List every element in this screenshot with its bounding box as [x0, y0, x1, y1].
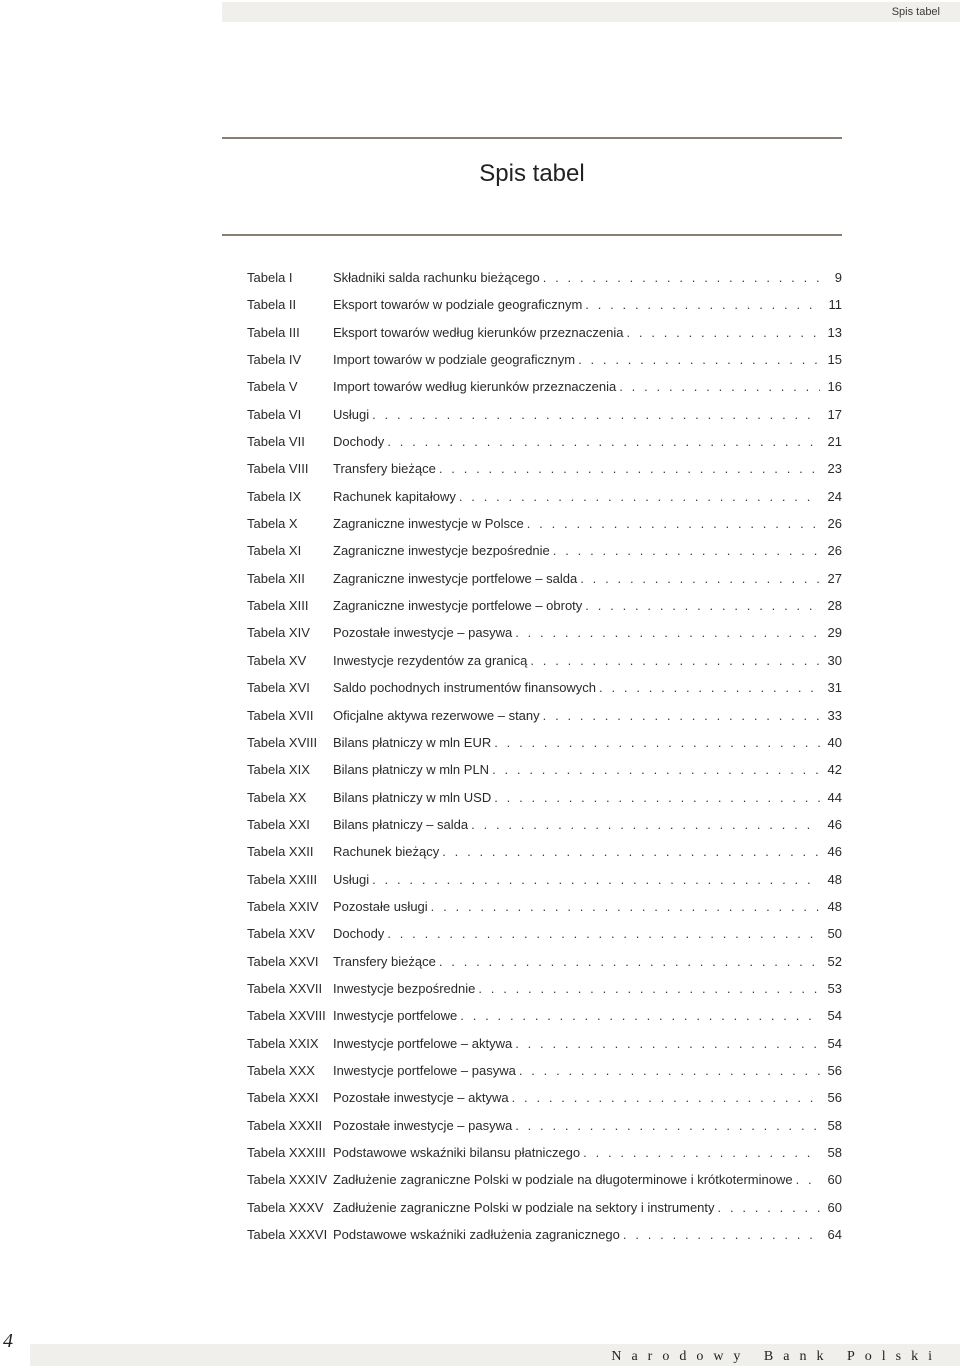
- toc-entry-title-wrap: [333, 270, 820, 286]
- toc-entry-title-wrap: [333, 407, 820, 423]
- toc-entry[interactable]: [247, 543, 842, 570]
- toc-dot-leader: [599, 680, 820, 696]
- toc-entry-title-wrap: [333, 1145, 820, 1161]
- toc-entry-title: Rachunek bieżący: [333, 844, 440, 860]
- toc-entry-title-wrap: [333, 1090, 820, 1106]
- toc-entry-title-wrap: [333, 434, 820, 450]
- toc-dot-leader: [431, 899, 820, 915]
- toc-dot-leader: [585, 297, 820, 313]
- toc-entry-page: 31: [827, 680, 842, 696]
- title-rule-bottom: [222, 234, 842, 236]
- toc-entry-title: Podstawowe wskaźniki zadłużenia zagranicznego: [333, 1227, 620, 1243]
- toc-entry-label: Tabela V: [247, 379, 298, 395]
- toc-entry-page: 26: [827, 543, 842, 559]
- toc-entry[interactable]: [247, 680, 842, 707]
- toc-entry-page: 16: [827, 379, 842, 395]
- toc-entry[interactable]: [247, 653, 842, 680]
- toc-entry-page: 15: [827, 352, 842, 368]
- toc-entry-page: 28: [827, 598, 842, 614]
- toc-dot-leader: [442, 844, 820, 860]
- toc-entry-title: Bilans płatniczy w mln EUR: [333, 734, 492, 750]
- toc-dot-leader: [494, 790, 820, 806]
- toc-entry-label: Tabela XXIII: [247, 871, 318, 887]
- toc-entry[interactable]: [247, 1090, 842, 1117]
- toc-entry-title-wrap: [333, 844, 820, 860]
- toc-entry-title-wrap: [333, 708, 820, 724]
- toc-dot-leader: [585, 598, 820, 614]
- toc-entry[interactable]: [247, 1145, 842, 1172]
- toc-entry-label: Tabela XXVIII: [247, 1008, 326, 1024]
- toc-entry-page: 21: [827, 434, 842, 450]
- toc-entry[interactable]: [247, 708, 842, 735]
- toc-entry[interactable]: [247, 352, 842, 379]
- header-bar: [222, 2, 960, 22]
- toc-entry-label: Tabela VIII: [247, 461, 309, 477]
- toc-entry-title-wrap: [333, 1008, 820, 1024]
- toc-entry-title: Inwestycje portfelowe: [333, 1008, 458, 1024]
- toc-entry-label: Tabela XVIII: [247, 734, 318, 750]
- table-of-contents: [247, 270, 842, 1254]
- toc-entry-title-wrap: [333, 1036, 820, 1052]
- toc-entry-label: Tabela VI: [247, 406, 302, 422]
- toc-entry-page: 17: [827, 406, 842, 422]
- toc-entry-title-wrap: [333, 1063, 820, 1079]
- toc-entry-page: 58: [827, 1117, 842, 1133]
- toc-dot-leader: [478, 981, 820, 997]
- toc-entry-title-wrap: [333, 735, 820, 751]
- toc-entry-title: Rachunek kapitałowy: [333, 488, 456, 504]
- toc-entry-label: Tabela XXXIV: [247, 1172, 328, 1188]
- toc-entry-page: 23: [827, 461, 842, 477]
- toc-entry-label: Tabela XXIV: [247, 898, 319, 914]
- toc-entry-title: Dochody: [333, 926, 385, 942]
- toc-entry-title-wrap: [333, 625, 820, 641]
- toc-entry-label: Tabela XIV: [247, 625, 310, 641]
- toc-entry[interactable]: [247, 625, 842, 652]
- toc-entry[interactable]: [247, 1063, 842, 1090]
- toc-entry-label: Tabela XXXII: [247, 1117, 323, 1133]
- toc-entry-page: 56: [827, 1090, 842, 1106]
- toc-entry[interactable]: [247, 489, 842, 516]
- toc-entry-label: Tabela X: [247, 516, 298, 532]
- toc-entry-title: Pozostałe usługi: [333, 898, 428, 914]
- toc-entry-title: Podstawowe wskaźniki bilansu płatniczego: [333, 1145, 581, 1160]
- toc-entry-title: Eksport towarów według kierunków przeznaczenia: [333, 324, 624, 340]
- toc-entry-label: Tabela XII: [247, 570, 305, 586]
- toc-entry-title: Pozostałe inwestycje – pasywa: [333, 1117, 513, 1133]
- toc-dot-leader: [492, 762, 820, 778]
- toc-entry[interactable]: [247, 516, 842, 543]
- toc-entry-title-wrap: [333, 926, 820, 942]
- toc-entry-page: 56: [827, 1062, 842, 1078]
- toc-entry[interactable]: [247, 926, 842, 953]
- toc-entry-page: 27: [827, 570, 842, 586]
- toc-dot-leader: [519, 1063, 820, 1079]
- toc-entry-title-wrap: [333, 297, 820, 313]
- toc-dot-leader: [459, 489, 820, 505]
- toc-dot-leader: [527, 516, 820, 532]
- toc-entry[interactable]: [247, 899, 842, 926]
- toc-entry-page: 40: [827, 734, 842, 750]
- toc-entry-title-wrap: [333, 954, 820, 970]
- toc-entry-title: Zagraniczne inwestycje portfelowe – salda: [333, 570, 578, 586]
- toc-entry-label: Tabela XIII: [247, 598, 309, 614]
- toc-entry-label: Tabela XVII: [247, 707, 314, 723]
- toc-entry-label: Tabela IX: [247, 488, 302, 504]
- toc-entry-title: Transfery bieżące: [333, 461, 436, 477]
- toc-entry-label: Tabela XXX: [247, 1062, 315, 1078]
- toc-entry-title-wrap: [333, 1200, 820, 1216]
- toc-entry-label: Tabela XI: [247, 543, 302, 559]
- running-header: Spis tabel: [891, 6, 940, 18]
- toc-entry-label: Tabela XIX: [247, 762, 310, 778]
- toc-entry-title-wrap: [333, 1227, 820, 1243]
- toc-entry-title-wrap: [333, 461, 820, 477]
- toc-entry-label: Tabela XXI: [247, 816, 310, 832]
- toc-entry-label: Tabela XV: [247, 652, 307, 668]
- toc-entry-page: 48: [827, 898, 842, 914]
- toc-entry[interactable]: [247, 981, 842, 1008]
- toc-entry-page: 48: [827, 871, 842, 887]
- toc-entry-page: 46: [827, 816, 842, 832]
- toc-entry[interactable]: [247, 1172, 842, 1199]
- toc-dot-leader: [515, 1118, 820, 1134]
- toc-entry-title-wrap: [333, 653, 820, 669]
- toc-entry-label: Tabela VII: [247, 434, 305, 450]
- toc-entry[interactable]: [247, 817, 842, 844]
- toc-entry-title-wrap: [333, 1118, 820, 1134]
- toc-entry-label: Tabela XXVI: [247, 953, 319, 969]
- toc-entry-page: 52: [827, 953, 842, 969]
- toc-entry-page: 9: [834, 270, 842, 285]
- toc-entry-title: Dochody: [333, 434, 385, 450]
- toc-entry-title: Zagraniczne inwestycje bezpośrednie: [333, 543, 550, 559]
- toc-dot-leader: [718, 1200, 820, 1216]
- toc-entry-title: Bilans płatniczy – salda: [333, 816, 469, 832]
- toc-entry[interactable]: [247, 954, 842, 981]
- page-title: Spis tabel: [479, 160, 585, 187]
- toc-entry[interactable]: [247, 1118, 842, 1145]
- toc-entry-label: Tabela IV: [247, 352, 302, 368]
- toc-entry[interactable]: [247, 598, 842, 625]
- toc-entry-title: Bilans płatniczy w mln USD: [333, 789, 492, 805]
- publisher-name: Narodowy Bank Polski: [611, 1349, 942, 1364]
- toc-entry-title: Inwestycje portfelowe – pasywa: [333, 1062, 516, 1078]
- toc-entry[interactable]: [247, 844, 842, 871]
- toc-entry-label: Tabela III: [247, 324, 300, 340]
- toc-entry-page: 26: [827, 516, 842, 532]
- toc-dot-leader: [515, 1036, 820, 1052]
- toc-entry[interactable]: [247, 270, 842, 297]
- toc-entry-title-wrap: [333, 325, 820, 341]
- toc-entry[interactable]: [247, 325, 842, 352]
- toc-entry-label: Tabela I: [247, 270, 293, 285]
- toc-entry-page: 11: [828, 297, 842, 313]
- toc-entry-title-wrap: [333, 762, 820, 778]
- toc-entry-label: Tabela XXVII: [247, 980, 323, 996]
- toc-dot-leader: [583, 1145, 820, 1161]
- toc-entry-title-wrap: [333, 790, 820, 806]
- toc-entry-label: Tabela XXXIII: [247, 1145, 326, 1160]
- page-number: 4: [3, 1330, 13, 1352]
- toc-dot-leader: [796, 1172, 820, 1188]
- toc-entry-page: 13: [827, 324, 842, 340]
- toc-entry-title-wrap: [333, 872, 820, 888]
- toc-dot-leader: [372, 407, 820, 423]
- toc-entry-title: Zagraniczne inwestycje w Polsce: [333, 516, 524, 532]
- toc-entry[interactable]: [247, 762, 842, 789]
- toc-entry-title-wrap: [333, 899, 820, 915]
- toc-dot-leader: [619, 379, 820, 395]
- toc-entry-title: Import towarów w podziale geograficznym: [333, 352, 576, 368]
- toc-entry-label: Tabela XXV: [247, 926, 315, 942]
- toc-entry-title-wrap: [333, 1172, 820, 1188]
- toc-entry-page: 64: [827, 1227, 842, 1243]
- toc-entry-title-wrap: [333, 680, 820, 696]
- title-rule-top: [222, 137, 842, 139]
- toc-entry[interactable]: [247, 407, 842, 434]
- toc-entry[interactable]: [247, 434, 842, 461]
- toc-entry-title-wrap: [333, 571, 820, 587]
- toc-entry[interactable]: [247, 571, 842, 598]
- toc-entry-page: 29: [827, 625, 842, 641]
- toc-entry[interactable]: [247, 1036, 842, 1063]
- toc-dot-leader: [439, 954, 820, 970]
- toc-entry-page: 54: [827, 1035, 842, 1051]
- toc-entry-title-wrap: [333, 352, 820, 368]
- toc-entry-title: Bilans płatniczy w mln PLN: [333, 762, 490, 778]
- toc-entry-page: 42: [827, 762, 842, 778]
- toc-entry-title: Zadłużenie zagraniczne Polski w podziale na sektory i instrumenty: [333, 1199, 715, 1215]
- toc-entry-title-wrap: [333, 598, 820, 614]
- toc-dot-leader: [460, 1008, 820, 1024]
- toc-entry-title: Zadłużenie zagraniczne Polski w podziale na długoterminowe i krótkoterminowe: [333, 1172, 793, 1188]
- toc-entry-title: Eksport towarów w podziale geograficznym: [333, 297, 583, 313]
- toc-entry-page: 44: [827, 789, 842, 805]
- toc-entry-label: Tabela XVI: [247, 680, 310, 696]
- toc-entry-label: Tabela XXXI: [247, 1090, 319, 1106]
- toc-dot-leader: [387, 434, 820, 450]
- toc-entry-page: 53: [827, 980, 842, 996]
- toc-entry[interactable]: [247, 379, 842, 406]
- toc-dot-leader: [471, 817, 820, 833]
- toc-entry-page: 60: [827, 1199, 842, 1215]
- toc-dot-leader: [372, 872, 820, 888]
- toc-entry-title: Transfery bieżące: [333, 953, 436, 969]
- toc-entry-page: 30: [827, 652, 842, 668]
- toc-entry-title: Pozostałe inwestycje – aktywa: [333, 1090, 509, 1106]
- toc-entry-title: Pozostałe inwestycje – pasywa: [333, 625, 513, 641]
- toc-dot-leader: [530, 653, 820, 669]
- toc-entry[interactable]: [247, 872, 842, 899]
- toc-entry-title: Oficjalne aktywa rezerwowe – stany: [333, 707, 540, 723]
- toc-dot-leader: [580, 571, 820, 587]
- toc-dot-leader: [553, 543, 820, 559]
- toc-entry-label: Tabela XXII: [247, 844, 314, 860]
- toc-entry-title-wrap: [333, 516, 820, 532]
- toc-entry-title: Inwestycje bezpośrednie: [333, 980, 476, 996]
- toc-dot-leader: [387, 926, 820, 942]
- toc-entry-page: 46: [827, 844, 842, 860]
- toc-entry-title: Saldo pochodnych instrumentów finansowych: [333, 680, 597, 696]
- toc-dot-leader: [623, 1227, 820, 1243]
- toc-entry-label: Tabela II: [247, 297, 297, 313]
- toc-dot-leader: [543, 270, 820, 286]
- toc-dot-leader: [578, 352, 820, 368]
- toc-entry-label: Tabela XXXV: [247, 1199, 324, 1215]
- toc-dot-leader: [515, 625, 820, 641]
- toc-entry-title: Usługi: [333, 406, 370, 422]
- toc-entry-title-wrap: [333, 489, 820, 505]
- toc-entry-label: Tabela XXIX: [247, 1035, 319, 1051]
- toc-entry-page: 58: [827, 1145, 842, 1160]
- toc-entry[interactable]: [247, 1008, 842, 1035]
- toc-entry-title-wrap: [333, 379, 820, 395]
- toc-entry-page: 60: [827, 1172, 842, 1188]
- toc-entry-title: Usługi: [333, 871, 370, 887]
- toc-entry-title: Składniki salda rachunku bieżącego: [333, 270, 540, 285]
- toc-entry-page: 54: [827, 1008, 842, 1024]
- toc-dot-leader: [494, 735, 820, 751]
- toc-entry[interactable]: [247, 790, 842, 817]
- toc-entry-page: 33: [827, 707, 842, 723]
- toc-entry-title: Import towarów według kierunków przeznaczenia: [333, 379, 617, 395]
- toc-entry[interactable]: [247, 1227, 842, 1254]
- toc-entry[interactable]: [247, 1200, 842, 1227]
- toc-dot-leader: [543, 708, 820, 724]
- toc-dot-leader: [626, 325, 820, 341]
- toc-entry[interactable]: [247, 297, 842, 324]
- toc-entry-title-wrap: [333, 543, 820, 559]
- toc-entry-title-wrap: [333, 817, 820, 833]
- toc-entry-page: 24: [827, 488, 842, 504]
- toc-entry-title-wrap: [333, 981, 820, 997]
- toc-entry-title: Inwestycje rezydentów za granicą: [333, 652, 528, 668]
- toc-entry[interactable]: [247, 735, 842, 762]
- toc-entry-page: 50: [827, 926, 842, 942]
- toc-entry[interactable]: [247, 461, 842, 488]
- toc-entry-label: Tabela XXXVI: [247, 1227, 328, 1243]
- toc-dot-leader: [512, 1090, 820, 1106]
- toc-entry-label: Tabela XX: [247, 789, 307, 805]
- toc-dot-leader: [439, 461, 820, 477]
- toc-entry-title: Zagraniczne inwestycje portfelowe – obroty: [333, 598, 583, 614]
- toc-entry-title: Inwestycje portfelowe – aktywa: [333, 1035, 513, 1051]
